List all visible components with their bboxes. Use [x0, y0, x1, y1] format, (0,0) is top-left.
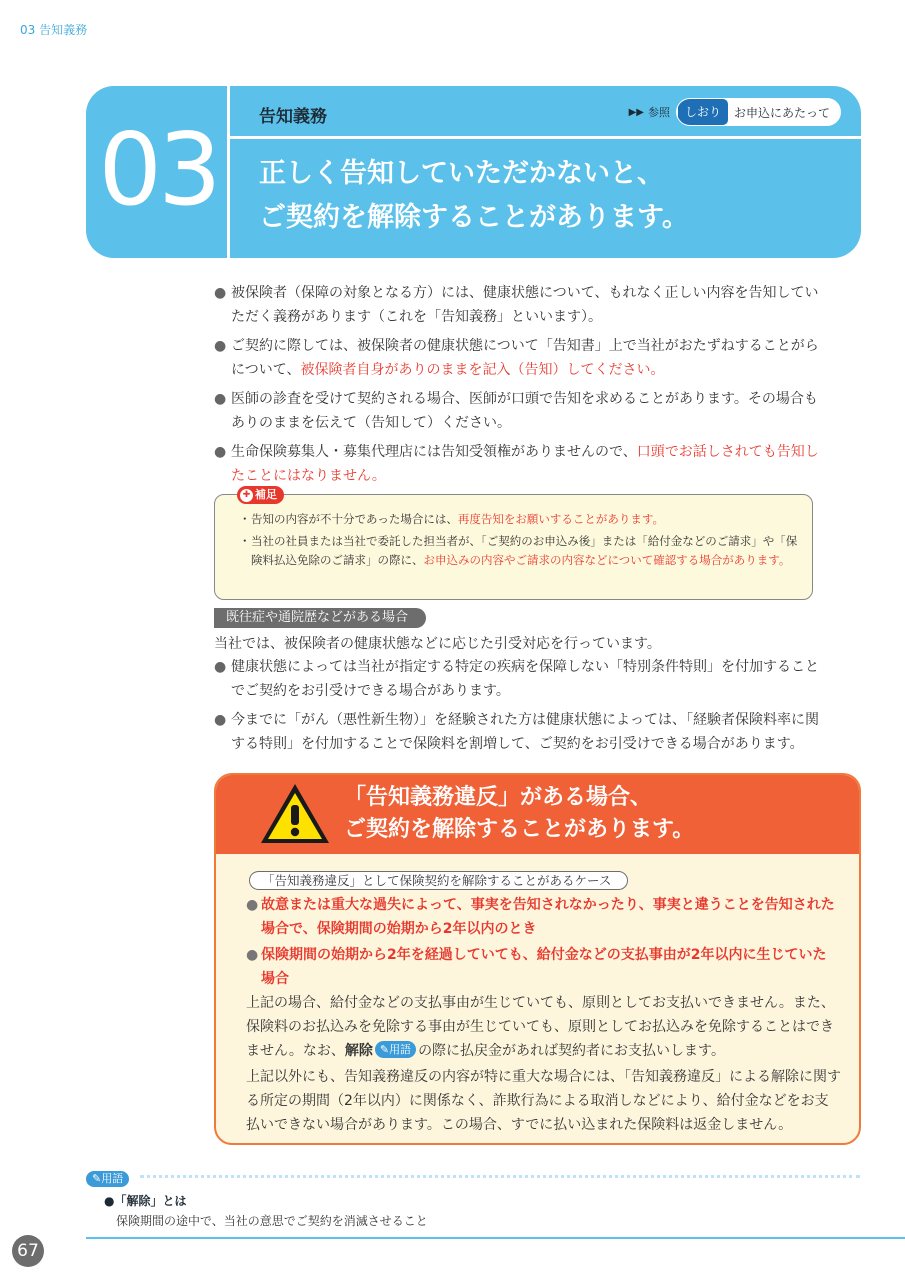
- list-item: ● 医師の診査を受けて契約される場合、医師が口頭で告知を求めることがあります。その場合もありのままを伝えて（告知して）ください。: [214, 387, 824, 435]
- warning-triangle-icon: [258, 781, 332, 847]
- list-item: ・ 告知の内容が不十分であった場合には、再度告知をお願いすることがあります。: [239, 512, 664, 526]
- glossary-divider: [140, 1175, 860, 1181]
- list-item: ● 生命保険募集人・募集代理店には告知受領権がありませんので、口頭でお話しされても告知したことにはなりません。: [214, 440, 824, 488]
- glossary-definition: 保険期間の途中で、当社の意思でご契約を消滅させること: [116, 1214, 428, 1228]
- section-tag: 03 告知義務: [20, 23, 88, 37]
- shiori-badge: しおり: [678, 99, 728, 125]
- glossary-term: ●「解除」とは: [104, 1194, 187, 1208]
- bullet-dot-icon: ●: [104, 1194, 115, 1208]
- glossary-chip[interactable]: ✎用語: [375, 1041, 416, 1058]
- pencil-icon: ✎: [379, 1043, 390, 1056]
- headline-line-1: 正しく告知していただかないと、: [259, 158, 664, 189]
- header-band: [86, 86, 861, 258]
- header-divider: [227, 86, 230, 258]
- list-item: ● ご契約に際しては、被保険者の健康状態について「告知書」上で当社がおたずねすることがらについて、被保険者自身がありのままを記入（告知）してください。: [214, 334, 824, 382]
- warning-subheading: 「告知義務違反」として保険契約を解除することがあるケース: [249, 871, 628, 890]
- reference-label: 参照: [647, 106, 670, 119]
- bullet-dot-icon: ●: [214, 338, 227, 354]
- bullet-dot-icon: ●: [214, 285, 227, 301]
- duty-bullets: [214, 281, 824, 493]
- supplement-box: [214, 488, 813, 600]
- preexisting-bullets: [214, 655, 824, 761]
- supplement-badge: ✚ 補足: [237, 486, 284, 504]
- highlight-text: お申込みの内容やご請求の内容などについて確認する場合があります。: [423, 553, 791, 567]
- list-item: ・ 当社の社員または当社で委託した担当者が、「ご契約のお申込み後」または「給付金などのご請求」や「保険料払込免除のご請求」の際に、お申込みの内容やご請求の内容などについて確認する場合があります。: [239, 534, 798, 567]
- pencil-icon: ✎: [92, 1172, 102, 1185]
- bullet-dot-icon: ●: [214, 444, 227, 460]
- highlight-text: 被保険者自身がありのままを記入（告知）してください。: [300, 362, 665, 378]
- list-item: ● 故意または重大な過失によって、事実を告知されなかったり、事実と違うことを告知された場合で、保険期間の始期から2年以内のとき: [246, 893, 836, 941]
- section-title: 告知義務: [259, 107, 327, 127]
- bullet-dot-icon: ●: [214, 391, 227, 407]
- section-number: 03: [98, 111, 218, 228]
- warning-title: 「告知義務違反」がある場合、 ご契約を解除することがあります。: [344, 785, 695, 842]
- page-headline: [259, 152, 689, 240]
- list-item: ● 健康状態によっては当社が指定する特定の疾病を保障しない「特別条件特則」を付加することでご契約をお引受けできる場合があります。: [214, 655, 824, 703]
- subheading: 既往症や通院歴などがある場合: [214, 608, 426, 628]
- warning-paragraph-1: 上記の場合、給付金などの支払事由が生じていても、原則としてお支払いできません。また、保険料のお払込みを免除する事由が生じていても、原則としてお払込みを免除することはできません。なお、解除 ✎用語 の際に払戻金があれば契約者にお支払いします。: [246, 995, 835, 1059]
- header-rule: [230, 136, 861, 139]
- reference-pill[interactable]: [676, 98, 841, 126]
- reference-link[interactable]: [629, 98, 841, 126]
- list-item: ● 被保険者（保障の対象となる方）には、健康状態について、もれなく正しい内容を告知していただく義務があります（これを「告知義務」といいます）。: [214, 281, 824, 329]
- headline-line-2: ご契約を解除することがあります。: [259, 202, 689, 233]
- warning-paragraph-2: 上記以外にも、告知義務違反の内容が特に重大な場合には、「告知義務違反」による解除に関する所定の期間（2年以内）に関係なく、詐欺行為による取消しなどにより、給付金などをお支払いできない場合があります。この場合、すでに払い込まれた保険料は返金しません。: [246, 1069, 841, 1133]
- bullet-dot-icon: ●: [246, 947, 259, 963]
- highlight-text: 口頭でお話しされても告知したことにはなりません。: [231, 444, 819, 484]
- bullet-dot-icon: ●: [214, 659, 227, 675]
- reference-text: お申込にあたって: [733, 105, 830, 120]
- double-arrow-icon: ▶▶: [628, 106, 644, 118]
- bullet-dot-icon: ●: [214, 712, 227, 728]
- warning-header: [216, 775, 859, 854]
- page-number: 67: [12, 1235, 44, 1267]
- list-item: ● 保険期間の始期から2年を経過していても、給付金などの支払事由が2年以内に生じていた場合: [246, 943, 836, 991]
- term-kaijo: 解除: [344, 1043, 373, 1059]
- plus-circle-icon: ✚: [240, 489, 253, 502]
- list-item: ● 今までに「がん（悪性新生物）」を経験された方は健康状態によっては、「経験者保険料率に関する特則」を付加することで保険料を割増して、ご契約をお引受けできる場合があります。: [214, 708, 824, 756]
- warning-box: [214, 773, 861, 1145]
- glossary-chip: ✎用語: [86, 1171, 129, 1187]
- footer-rule: [86, 1237, 905, 1239]
- intro-text: 当社では、被保険者の健康状態などに応じた引受対応を行っています。: [214, 636, 661, 652]
- bullet-dot-icon: ●: [246, 897, 259, 913]
- highlight-text: 再度告知をお願いすることがあります。: [457, 512, 664, 526]
